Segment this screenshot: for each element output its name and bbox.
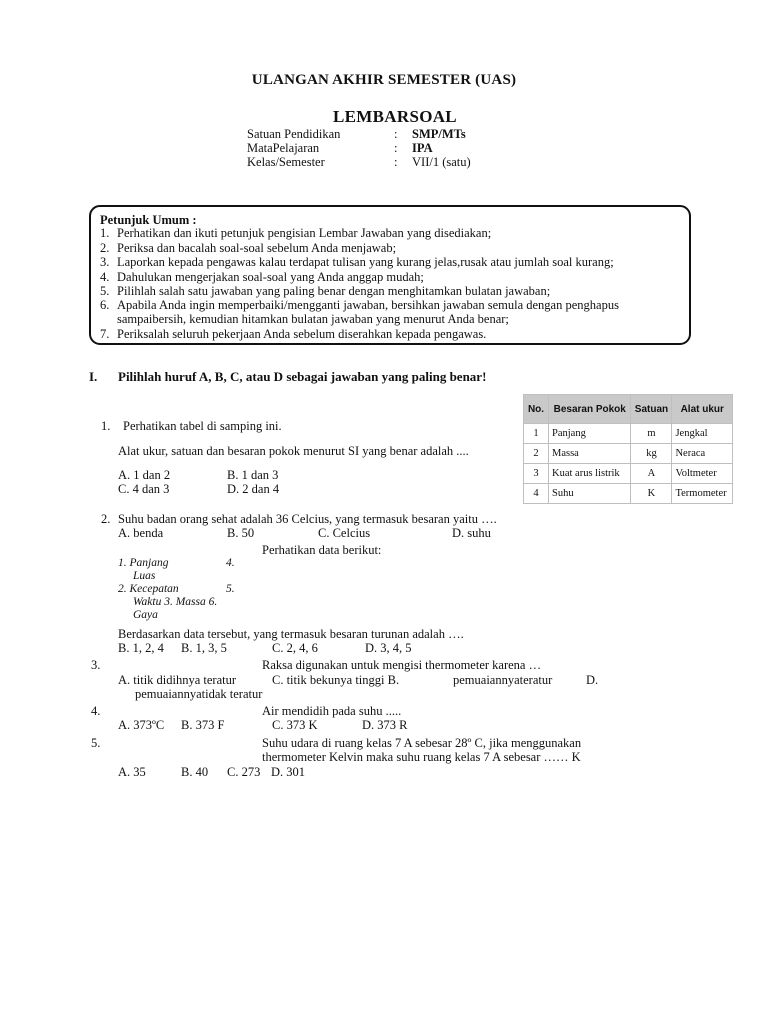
q2-option-b: B. 50 xyxy=(227,526,255,540)
meta-sep-subject: : xyxy=(394,141,398,155)
meta-sep-school: : xyxy=(394,127,398,141)
meta-sep-class: : xyxy=(394,155,398,169)
q2-list-item: Luas xyxy=(133,570,156,582)
q5-option-b: B. 40 xyxy=(181,765,209,779)
instruction-num: 1. xyxy=(100,226,110,240)
instruction-item xyxy=(100,255,614,270)
meta-value-subject: IPA xyxy=(412,141,433,155)
table-header: Besaran Pokok xyxy=(549,395,631,424)
instruction-item xyxy=(100,298,619,313)
q2-option-a2: B. 1, 2, 4 xyxy=(118,641,164,655)
instruction-num: 7. xyxy=(100,327,110,341)
instruction-text: Pilihlah salah satu jawaban yang paling benar dengan menghitamkan bulatan jawaban; xyxy=(117,284,551,298)
table-cell: A xyxy=(631,464,672,484)
q2-list-item: 4. xyxy=(226,557,235,569)
table-cell: Jengkal xyxy=(672,424,733,444)
table-header: Satuan xyxy=(631,395,672,424)
q2-text2: Berdasarkan data tersebut, yang termasuk besaran turunan adalah …. xyxy=(118,627,464,641)
q2-list-item: 5. xyxy=(226,583,235,595)
q1-option-b: B. 1 dan 3 xyxy=(227,468,279,482)
table-header-row xyxy=(524,395,733,424)
q1-option-c: C. 4 dan 3 xyxy=(118,482,170,496)
q1-text2: Alat ukur, satuan dan besaran pokok menurut SI yang benar adalah .... xyxy=(118,444,469,458)
q5-option-c: C. 273 xyxy=(227,765,261,779)
table-cell: 2 xyxy=(524,444,549,464)
q2-list-item: 1. Panjang xyxy=(118,557,169,569)
q2-list-item: Gaya xyxy=(133,609,158,621)
table-cell: 4 xyxy=(524,484,549,504)
section-num: I. xyxy=(89,369,98,384)
q3-option-a: A. titik didihnya teratur xyxy=(118,673,237,687)
q5-option-a: A. 35 xyxy=(118,765,146,779)
q3-text: Raksa digunakan untuk mengisi thermometer karena … xyxy=(262,658,542,672)
q1-option-d: D. 2 dan 4 xyxy=(227,482,280,496)
q2-text: Suhu badan orang sehat adalah 36 Celcius, yang termasuk besaran yaitu …. xyxy=(118,512,497,526)
q5-text2: thermometer Kelvin maka suhu ruang kelas 7 A sebesar …… K xyxy=(262,750,581,764)
section-text: Pilihlah huruf A, B, C, atau D sebagai jawaban yang paling benar! xyxy=(118,369,487,384)
q2-list-item: Waktu 3. Massa 6. xyxy=(133,596,218,608)
q2-list-item: 2. Kecepatan xyxy=(118,583,179,595)
table-row xyxy=(524,464,733,484)
q4-option-c: C. 373 K xyxy=(272,718,318,732)
instruction-text: Apabila Anda ingin memperbaiki/mengganti jawaban, bersihkan jawaban semula dengan penghapus xyxy=(117,298,619,312)
table-cell: m xyxy=(631,424,672,444)
table-cell: 3 xyxy=(524,464,549,484)
sheet-title: LEMBARSOAL xyxy=(333,107,457,126)
table-header: Alat ukur xyxy=(672,395,733,424)
instruction-text: sampaibersih, kemudian hitamkan bulatan jawaban yang menurut Anda benar; xyxy=(117,312,509,326)
meta-label-school: Satuan Pendidikan xyxy=(247,127,341,141)
instruction-text: Dahulukan mengerjakan soal-soal yang Anda anggap mudah; xyxy=(117,270,424,284)
instruction-num: 2. xyxy=(100,241,110,255)
table-row xyxy=(524,424,733,444)
q2-option-c2: C. 2, 4, 6 xyxy=(272,641,318,655)
exam-title: ULANGAN AKHIR SEMESTER (UAS) xyxy=(251,72,517,88)
q2-intro: Perhatikan data berikut: xyxy=(262,543,382,557)
meta-label-class: Kelas/Semester xyxy=(247,155,325,169)
meta-value-school: SMP/MTs xyxy=(412,127,466,141)
instructions-title: Petunjuk Umum : xyxy=(100,213,197,227)
q5-number: 5. xyxy=(91,736,101,750)
instruction-item xyxy=(100,312,509,327)
table-cell: Neraca xyxy=(672,444,733,464)
meta-label-subject: MataPelajaran xyxy=(247,141,320,155)
instruction-num: 6. xyxy=(100,298,110,312)
q3-option-d-text: pemuaiannyatidak teratur xyxy=(135,687,263,701)
table-cell: Voltmeter xyxy=(672,464,733,484)
instruction-item xyxy=(100,270,424,285)
q1-number: 1. xyxy=(101,419,111,433)
table-header: No. xyxy=(524,395,549,424)
q3-number: 3. xyxy=(91,658,101,672)
q2-number: 2. xyxy=(101,512,111,526)
instruction-text: Periksa dan bacalah soal-soal sebelum Anda menjawab; xyxy=(117,241,397,255)
q3-option-b-text: pemuaiannyateratur xyxy=(453,673,553,687)
q2-option-d2: D. 3, 4, 5 xyxy=(365,641,412,655)
q2-option-d: D. suhu xyxy=(452,526,491,540)
q5-option-d: D. 301 xyxy=(271,765,306,779)
table-cell: Massa xyxy=(549,444,631,464)
q4-number: 4. xyxy=(91,704,101,718)
instruction-item xyxy=(100,327,486,342)
instruction-num: 4. xyxy=(100,270,110,284)
q4-text: Air mendidih pada suhu ..... xyxy=(262,704,402,718)
table-cell: K xyxy=(631,484,672,504)
q3-option-d: D. xyxy=(586,673,599,687)
instruction-num: 5. xyxy=(100,284,110,298)
q4-option-b: B. 373 F xyxy=(181,718,225,732)
table-cell: Kuat arus listrik xyxy=(549,464,631,484)
q4-option-d: D. 373 R xyxy=(362,718,408,732)
instruction-num: 3. xyxy=(100,255,110,269)
instruction-item xyxy=(100,226,491,241)
section-title xyxy=(89,369,486,385)
table-cell: Panjang xyxy=(549,424,631,444)
meta-value-class: VII/1 (satu) xyxy=(412,155,471,169)
instruction-item xyxy=(100,284,550,299)
instruction-text: Laporkan kepada pengawas kalau terdapat tulisan yang kurang jelas,rusak atau jumlah soal kurang; xyxy=(117,255,614,269)
q5-text: Suhu udara di ruang kelas 7 A sebesar 28º C, jika menggunakan xyxy=(262,736,582,750)
q2-option-c: C. Celcius xyxy=(318,526,371,540)
table-row xyxy=(524,484,733,504)
table-row xyxy=(524,444,733,464)
q4-option-a: A. 373ºC xyxy=(118,718,165,732)
table-cell: Suhu xyxy=(549,484,631,504)
table-cell: 1 xyxy=(524,424,549,444)
instruction-text: Perhatikan dan ikuti petunjuk pengisian Lembar Jawaban yang disediakan; xyxy=(117,226,492,240)
table-cell: Termometer xyxy=(672,484,733,504)
q1-option-a: A. 1 dan 2 xyxy=(118,468,171,482)
q2-option-b2: B. 1, 3, 5 xyxy=(181,641,227,655)
table-cell: kg xyxy=(631,444,672,464)
q3-option-c: C. titik bekunya tinggi B. xyxy=(272,673,400,687)
q2-option-a: A. benda xyxy=(118,526,164,540)
instruction-item xyxy=(100,241,396,256)
reference-table xyxy=(523,394,733,504)
q1-text: Perhatikan tabel di samping ini. xyxy=(123,419,282,433)
instruction-text: Periksalah seluruh pekerjaan Anda sebelum diserahkan kepada pengawas. xyxy=(117,327,487,341)
